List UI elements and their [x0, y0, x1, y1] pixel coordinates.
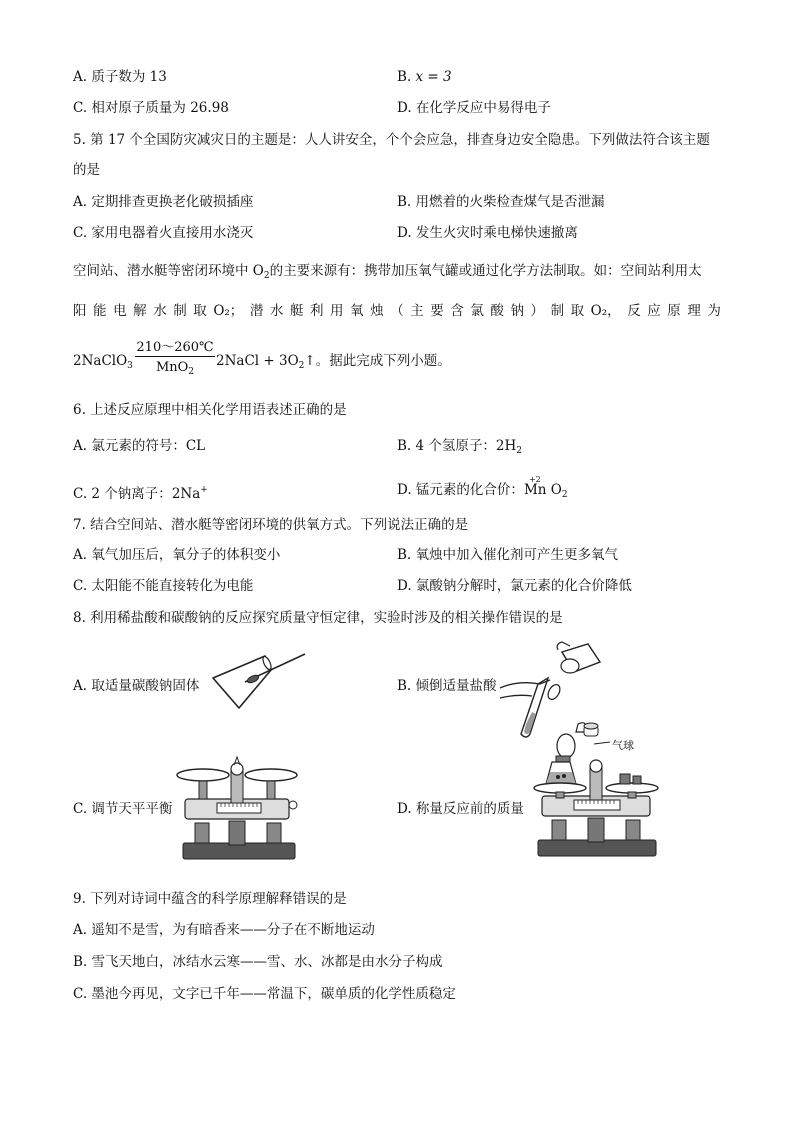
q7-option-a: A. 氧气加压后，氧分子的体积变小 [73, 547, 281, 563]
passage-char: 解 [133, 303, 147, 319]
passage-char: 利 [310, 303, 324, 319]
q4-option-b [397, 68, 452, 86]
passage-char: 电 [113, 303, 127, 319]
passage-char: O₂； [213, 303, 244, 319]
balloon-label: 气球 [612, 739, 634, 752]
q6-stem: 6. 上述反应原理中相关化学用语表述正确的是 [73, 402, 347, 418]
q6-option-d [397, 475, 568, 504]
passage-char: 水 [153, 303, 167, 319]
q8-option-a: A. 取适量碳酸钠固体 [73, 678, 200, 694]
subscript: 3 [127, 361, 133, 371]
q5-option-d: D. 发生火灾时乘电梯快速撤离 [397, 225, 578, 241]
subscript: 2 [516, 446, 522, 456]
q4-option-d: D. 在化学反应中易得电子 [397, 100, 551, 116]
reaction-condition: 210～260℃ [136, 340, 214, 355]
passage-char: ） [530, 303, 545, 319]
passage-char: 艇 [289, 303, 304, 319]
passage-text: 。据此完成下列小题。 [315, 353, 451, 369]
q8-stem: 8. 利用稀盐酸和碳酸钠的反应探究质量守恒定律，实验时涉及的相关操作错误的是 [73, 610, 563, 626]
subscript: 2 [188, 367, 195, 377]
subscript: 2 [561, 490, 568, 500]
catalyst [134, 360, 216, 377]
passage-char: 水 [269, 303, 284, 319]
subscript: 2 [263, 271, 270, 281]
passage-char: O₂， [590, 303, 621, 319]
passage-char: 钠 [510, 303, 524, 319]
passage-char: 制 [173, 303, 187, 319]
subscript: 2 [298, 361, 305, 371]
passage-text: 的主要来源有：携带加压氧气罐或通过化学方法制取。如：空间站利用太 [269, 263, 702, 279]
passage-char: 取 [193, 303, 207, 319]
q9-option-c: C. 墨池今再见，文字已千年——常温下，碳单质的化学性质稳定 [73, 986, 456, 1002]
passage-char: 阳 [73, 303, 87, 319]
passage-char: 酸 [490, 303, 504, 319]
passage-char: 用 [330, 303, 344, 319]
q5-option-c: C. 家用电器着火直接用水浇灭 [73, 225, 254, 241]
q7-option-d: D. 氯酸钠分解时，氯元素的化合价降低 [397, 578, 632, 594]
q8-option-c: C. 调节天平平衡 [73, 801, 173, 817]
catalyst-formula: MnO [155, 360, 189, 375]
passage-char: （ [390, 303, 404, 319]
passage-char: 潜 [249, 303, 264, 319]
q4-option-a: A. 质子数为 13 [73, 69, 167, 85]
formula: 2Na [171, 486, 201, 502]
q5-stem-line2: 的是 [73, 162, 100, 178]
passage-char: 氯 [470, 303, 484, 319]
q7-stem: 7. 结合空间站、潜水艇等密闭环境的供氧方式。下列说法正确的是 [73, 517, 469, 533]
q8-option-b: B. 倾倒适量盐酸 [397, 678, 497, 694]
passage-char: 能 [93, 303, 107, 319]
superscript: + [200, 485, 208, 495]
q6-option-c [73, 481, 208, 503]
q6-option-b [397, 437, 522, 460]
q7-option-c: C. 太阳能不能直接转化为电能 [73, 578, 254, 594]
equation-right [216, 352, 451, 375]
passage-line1 [73, 262, 702, 285]
q7-option-b: B. 氧烛中加入催化剂可产生更多氧气 [397, 547, 619, 563]
reactant: 2NaClO [73, 353, 128, 369]
passage-char: 为 [707, 303, 721, 319]
passage-char: 含 [450, 303, 464, 319]
option-letter: B. [397, 69, 416, 85]
valence-mark: +2 [528, 475, 541, 484]
option-text: B. 4 个氢原子： [397, 438, 496, 454]
math-expression: x = 3 [415, 69, 452, 85]
q6-option-a: A. 氯元素的符号：CL [73, 438, 206, 454]
q4-option-c: C. 相对原子质量为 26.98 [73, 100, 229, 116]
q8-option-d: D. 称量反应前的质量 [397, 801, 524, 817]
passage-text: 空间站、潜水艇等密闭环境中 O [73, 263, 264, 279]
valence-formula [523, 475, 568, 504]
passage-char: 反 [627, 303, 641, 319]
formula: Mn O [523, 482, 562, 498]
equation-bar [135, 356, 215, 357]
equation-left [73, 352, 133, 375]
q9-option-b: B. 雪飞天地白，冰结水云寒——雪、水、冰都是由水分子构成 [73, 954, 443, 970]
passage-char: 氧 [350, 303, 364, 319]
passage-char: 主 [410, 303, 424, 319]
gas-arrow: ↑ [304, 353, 316, 369]
option-text: D. 锰元素的化合价： [397, 482, 524, 498]
passage-char: 应 [647, 303, 661, 319]
passage-char: 理 [687, 303, 701, 319]
products: 2NaCl + 3O [216, 353, 299, 369]
passage-char: 原 [667, 303, 681, 319]
q9-option-a: A. 遥知不是雪，为有暗香来——分子在不断地运动 [73, 922, 375, 938]
q5-option-b: B. 用燃着的火柴检查煤气是否泄漏 [397, 194, 605, 210]
passage-char: 取 [570, 303, 585, 319]
formula: 2H [495, 438, 517, 454]
passage-char: 制 [550, 303, 565, 319]
flask-spatula-figure [205, 648, 315, 723]
passage-char: 烛 [370, 303, 384, 319]
passage-line2 [73, 302, 721, 320]
balance-flask-figure-d [530, 712, 665, 862]
option-text: C. 2 个钠离子： [73, 486, 172, 502]
q9-stem: 9. 下列对诗词中蕴含的科学原理解释错误的是 [73, 891, 347, 907]
passage-char: 要 [430, 303, 444, 319]
balance-figure-c [175, 755, 300, 863]
q5-option-a: A. 定期排查更换老化破损插座 [73, 194, 254, 210]
q5-stem-line1: 5. 第 17 个全国防灾减灾日的主题是：人人讲安全，个个会应急，排查身边安全隐患。下列做法符合该主题 [73, 132, 710, 148]
